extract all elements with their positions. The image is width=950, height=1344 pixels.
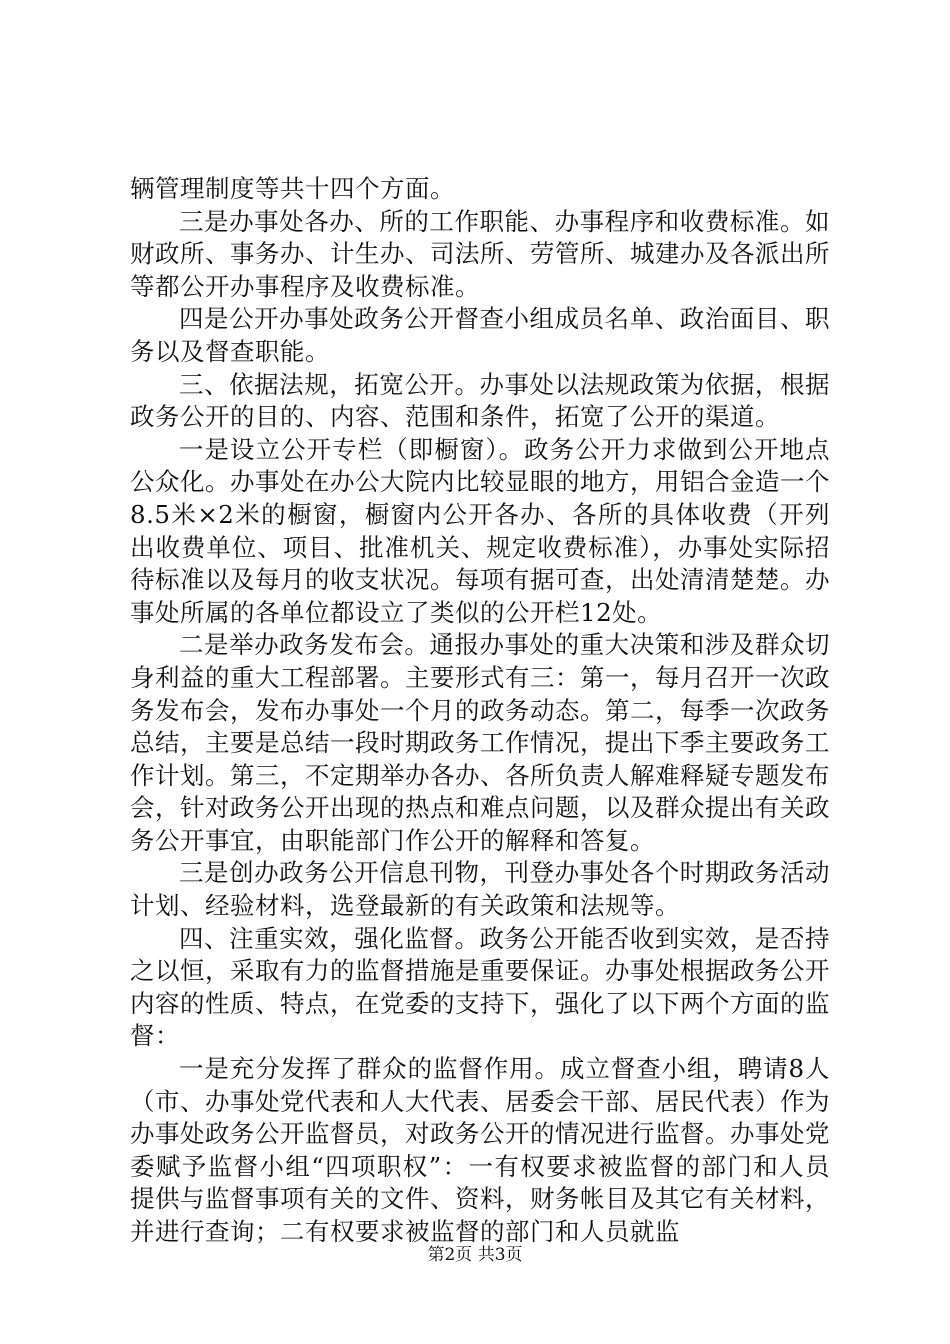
paragraph: 三、依据法规，拓宽公开。办事处以法规政策为依据，根据政务公开的目的、内容、范围和条件，拓宽了公开的渠道。 <box>130 369 830 432</box>
paragraph: 二是举办政务发布会。通报办事处的重大决策和涉及群众切身利益的重大工程部署。主要形式有三：第一，每月召开一次政务发布会，发布办事处一个月的政务动态。第二，每季一次政务总结，主要是总结一段时期政务工作情况，提出下季主要政务工作计划。第三，不定期举办各办、各所负责人解难释疑专题发布会，针对政务公开出现的热点和难点问题，以及群众提出有关政务公开事宜，由职能部门作公开的解释和答复。 <box>130 630 830 855</box>
page-number-footer: 第2页 共3页 <box>427 1245 523 1265</box>
paragraph: 四是公开办事处政务公开督查小组成员名单、政治面目、职务以及督查职能。 <box>130 304 830 366</box>
paragraph: 一是设立公开专栏（即橱窗）。政务公开力求做到公开地点公众化。办事处在办公大院内比较显眼的地方，用铝合金造一个8.5米×2米的橱窗，橱窗内公开各办、各所的具体收费（开列出收费单位、项目、批准机关、规定收费标准），办事处实际招待标准以及每月的收支状况。每项有据可查，出处清清楚楚。办事处所属的各单位都设立了类似的公开栏12处。 <box>130 434 830 627</box>
paragraph: 一是充分发挥了群众的监督作用。成立督查小组，聘请8人（市、办事处党代表和人大代表、居委会干部、居民代表）作为办事处政务公开监督员，对政务公开的情况进行监督。办事处党委赋予监督小组“四项职权”：一有权要求被监督的部门和人员提供与监督事项有关的文件、资料，财务帐目及其它有关材料，并进行查询；二有权要求被监督的部门和人员就监 <box>130 1054 830 1246</box>
paragraph: 四、注重实效，强化监督。政务公开能否收到实效，是否持之以恒，采取有力的监督措施是重要保证。办事处根据政务公开内容的性质、特点，在党委的支持下，强化了以下两个方面的监督： <box>130 923 830 1051</box>
document-body <box>130 173 830 1249</box>
paragraph: 三是创办政务公开信息刊物，刊登办事处各个时期政务活动计划、经验材料，选登最新的有关政策和法规等。 <box>130 858 830 921</box>
paragraph: 三是办事处各办、所的工作职能、办事程序和收费标准。如财政所、事务办、计生办、司法所、劳管所、城建办及各派出所等都公开办事程序及收费标准。 <box>130 206 830 301</box>
paragraph: 辆管理制度等共十四个方面。 <box>130 174 455 203</box>
